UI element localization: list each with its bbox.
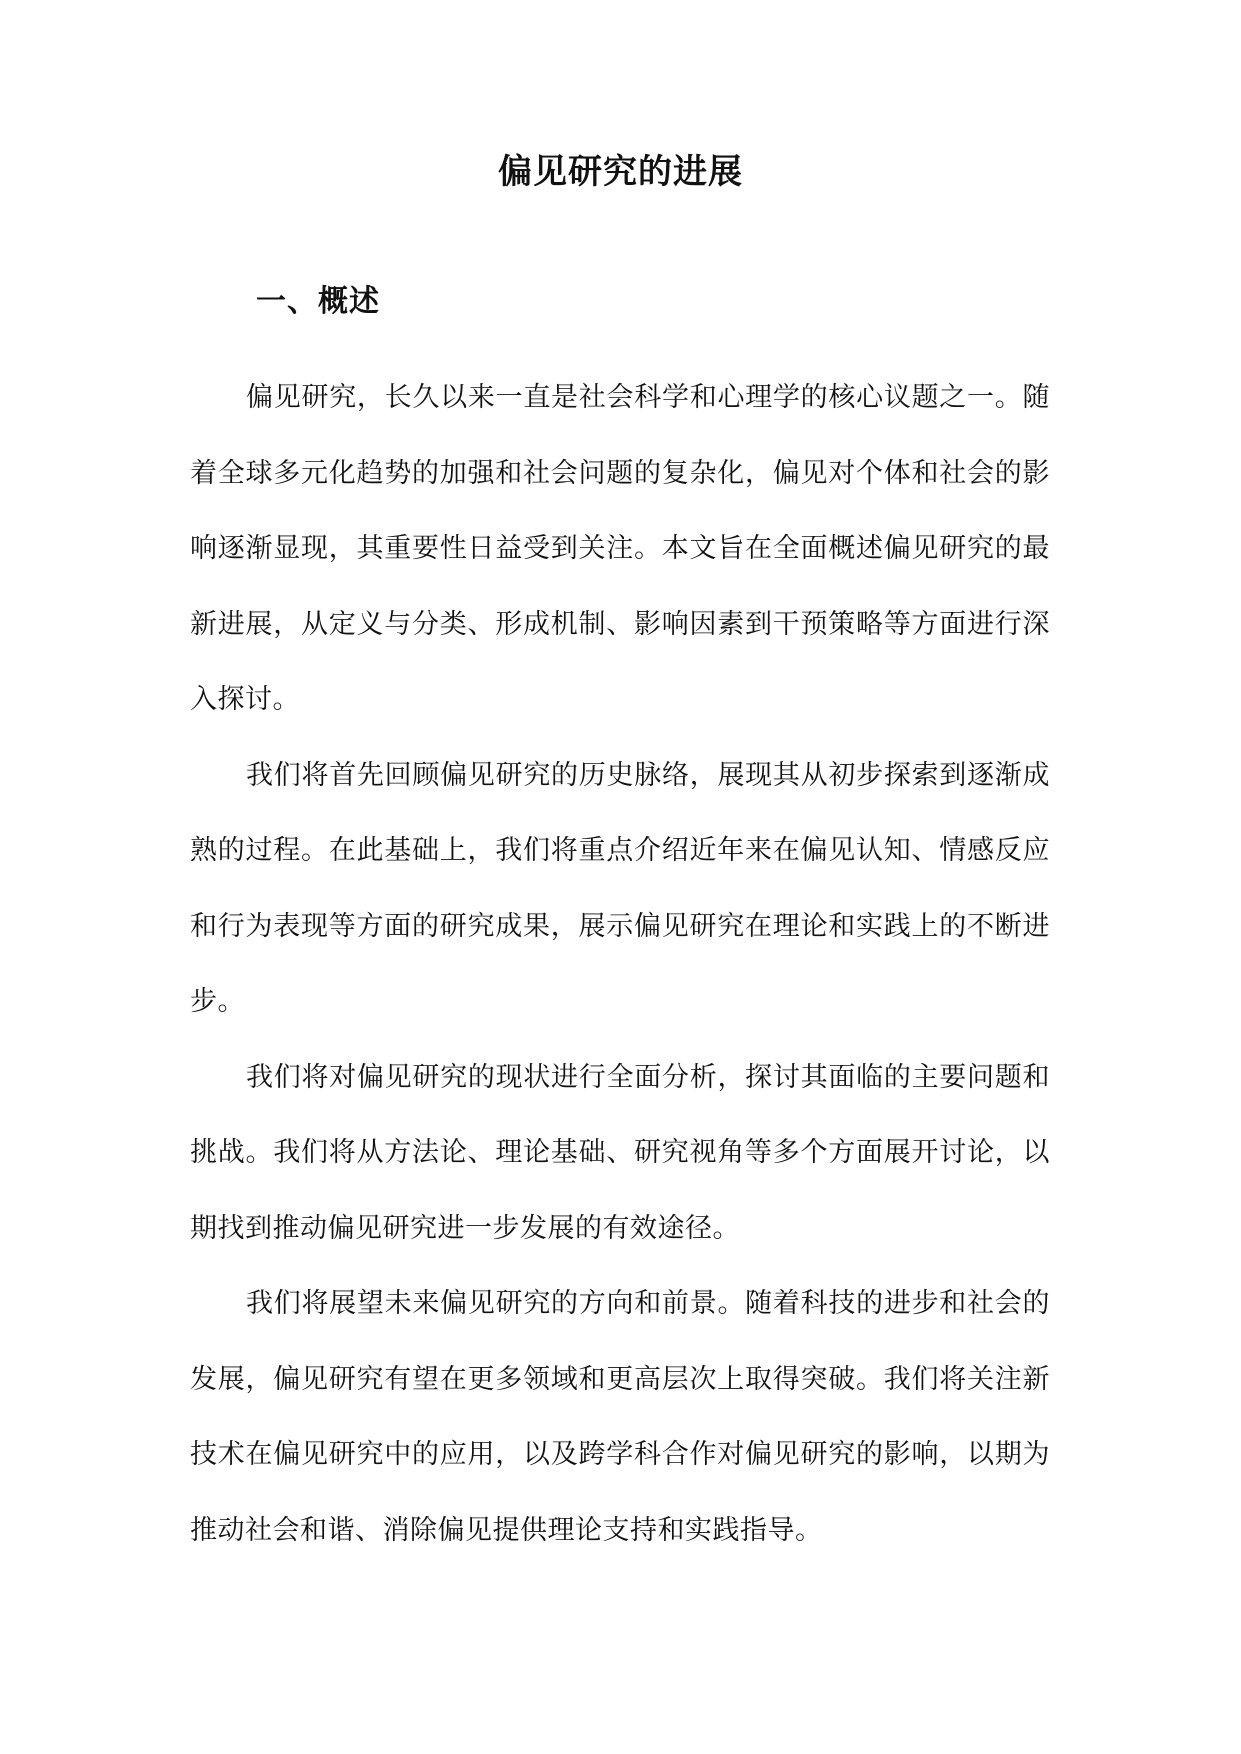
section-body — [190, 360, 1050, 1568]
paragraph-3: 我们将对偏见研究的现状进行全面分析，探讨其面临的主要问题和挑战。我们将从方法论、理论基础、研究视角等多个方面展开讨论，以期找到推动偏见研究进一步发展的有效途径。 — [190, 1061, 1050, 1244]
paragraph-4: 我们将展望未来偏见研究的方向和前景。随着科技的进步和社会的发展，偏见研究有望在更多领域和更高层次上取得突破。我们将关注新技术在偏见研究中的应用，以及跨学科合作对偏见研究的影响，以期为推动社会和谐、消除偏见提供理论支持和实践指导。 — [190, 1288, 1050, 1546]
paragraph-2: 我们将首先回顾偏见研究的历史脉络，展现其从初步探索到逐渐成熟的过程。在此基础上，我们将重点介绍近年来在偏见认知、情感反应和行为表现等方面的研究成果，展示偏见研究在理论和实践上的不断进步。 — [190, 759, 1050, 1017]
paragraph-1: 偏见研究，长久以来一直是社会科学和心理学的核心议题之一。随着全球多元化趋势的加强和社会问题的复杂化，偏见对个体和社会的影响逐渐显现，其重要性日益受到关注。本文旨在全面概述偏见研究的最新进展，从定义与分类、形成机制、影响因素到干预策略等方面进行深入探讨。 — [190, 382, 1050, 715]
section-heading: 一、概述 — [256, 284, 380, 319]
document-title: 偏见研究的进展 — [498, 152, 743, 192]
